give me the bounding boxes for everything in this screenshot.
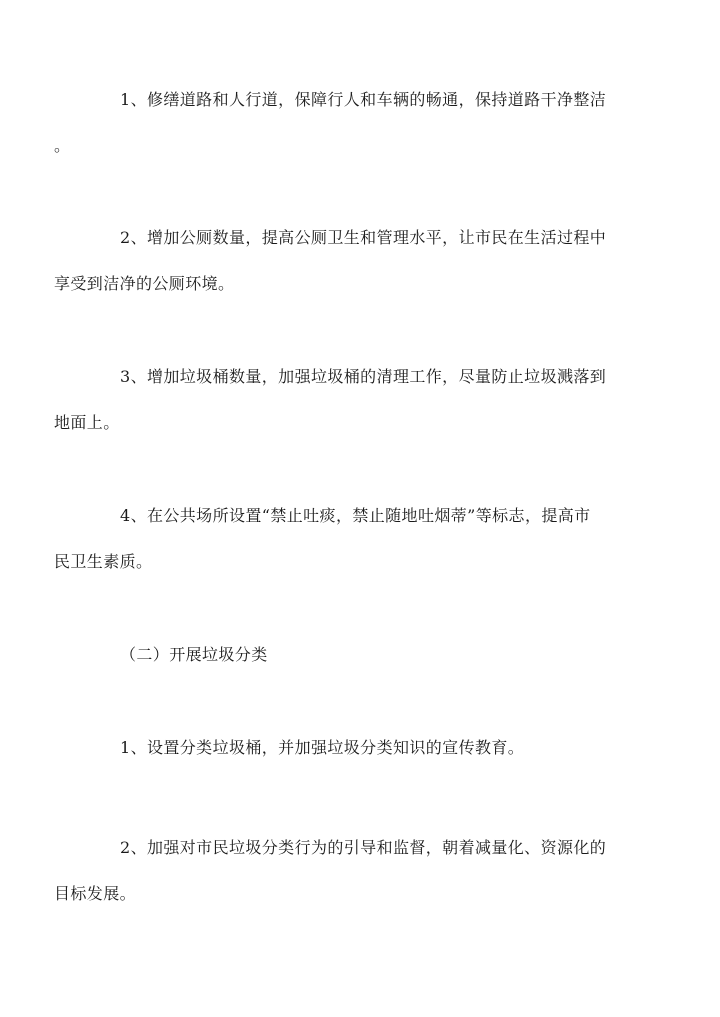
paragraph-line: 3、增加垃圾桶数量，加强垃圾桶的清理工作，尽量防止垃圾溅落到 xyxy=(120,367,607,386)
paragraph-line: 。 xyxy=(54,136,71,155)
paragraph-line: 民卫生素质。 xyxy=(54,552,153,571)
section-heading: （二）开展垃圾分类 xyxy=(120,645,268,664)
paragraph-line: 2、加强对市民垃圾分类行为的引导和监督，朝着减量化、资源化的 xyxy=(120,838,607,857)
paragraph-line: 地面上。 xyxy=(54,413,120,432)
paragraph-line: 2、增加公厕数量，提高公厕卫生和管理水平，让市民在生活过程中 xyxy=(120,228,607,247)
paragraph-sorting-guidance xyxy=(54,825,637,917)
paragraph-trash-bins xyxy=(54,354,637,446)
paragraph-line: 享受到洁净的公厕环境。 xyxy=(54,274,235,293)
paragraph-line: 目标发展。 xyxy=(54,884,137,903)
paragraph-sorting-bins xyxy=(87,725,637,771)
paragraph-line: 1、设置分类垃圾桶，并加强垃圾分类知识的宣传教育。 xyxy=(120,738,525,757)
paragraph-public-toilets xyxy=(54,215,637,307)
paragraph-line: 4、在公共场所设置“禁止吐痰，禁止随地吐烟蒂”等标志，提高市 xyxy=(120,506,591,525)
paragraph-no-spitting-signs xyxy=(54,493,637,585)
paragraph-road-repair xyxy=(54,77,637,169)
paragraph-line: 1、修缮道路和人行道，保障行人和车辆的畅通，保持道路干净整洁 xyxy=(120,90,607,109)
